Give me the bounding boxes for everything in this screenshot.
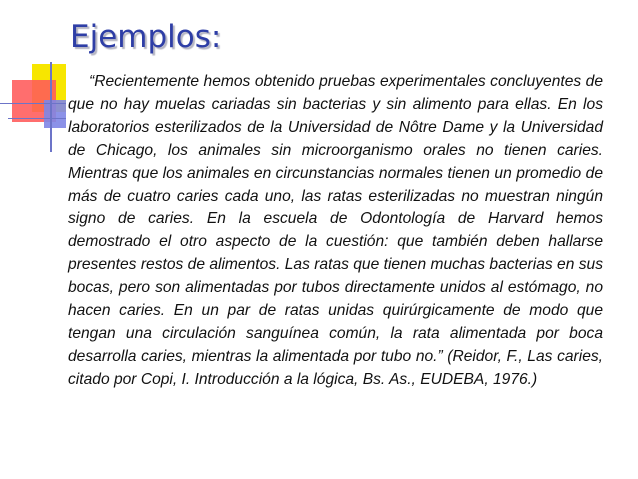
decorative-horizontal-line xyxy=(0,103,66,104)
slide-title: Ejemplos: xyxy=(70,19,222,55)
decorative-horizontal-line-lower xyxy=(8,118,66,119)
decorative-blue-square xyxy=(44,100,66,128)
quote-paragraph: “Recientemente hemos obtenido pruebas experimentales concluyentes de que no hay muelas cariadas sin bacterias y sin alimento para ellas. En los laboratorios esterilizados de la Universidad de Nôtre Dame y la Universidad de Chicago, los animales sin microorganismo orales no tienen caries. Mientras que los animales en circunstancias normales tienen un promedio de más de cuatro caries cada uno, las ratas esterilizadas no muestran ningún signo de caries. En la escuela de Odontología de Harvard hemos demostrado el otro aspecto de la cuestión: que también deben hallarse presentes restos de alimentos. Las ratas que tienen muchas bacterias en sus bocas, pero son alimentadas por tubos directamente unidos al estómago, no hacen caries. En un par de ratas unidas quirúrgicamente de modo que tengan una circulación sanguínea común, la rata alimentada por boca desarrolla caries, mientras la alimentada por tubo no.” (Reidor, F., Las caries, citado por Copi, I. Introducción a la lógica, Bs. As., EUDEBA, 1976.) xyxy=(68,73,603,388)
decorative-vertical-line xyxy=(50,62,52,152)
